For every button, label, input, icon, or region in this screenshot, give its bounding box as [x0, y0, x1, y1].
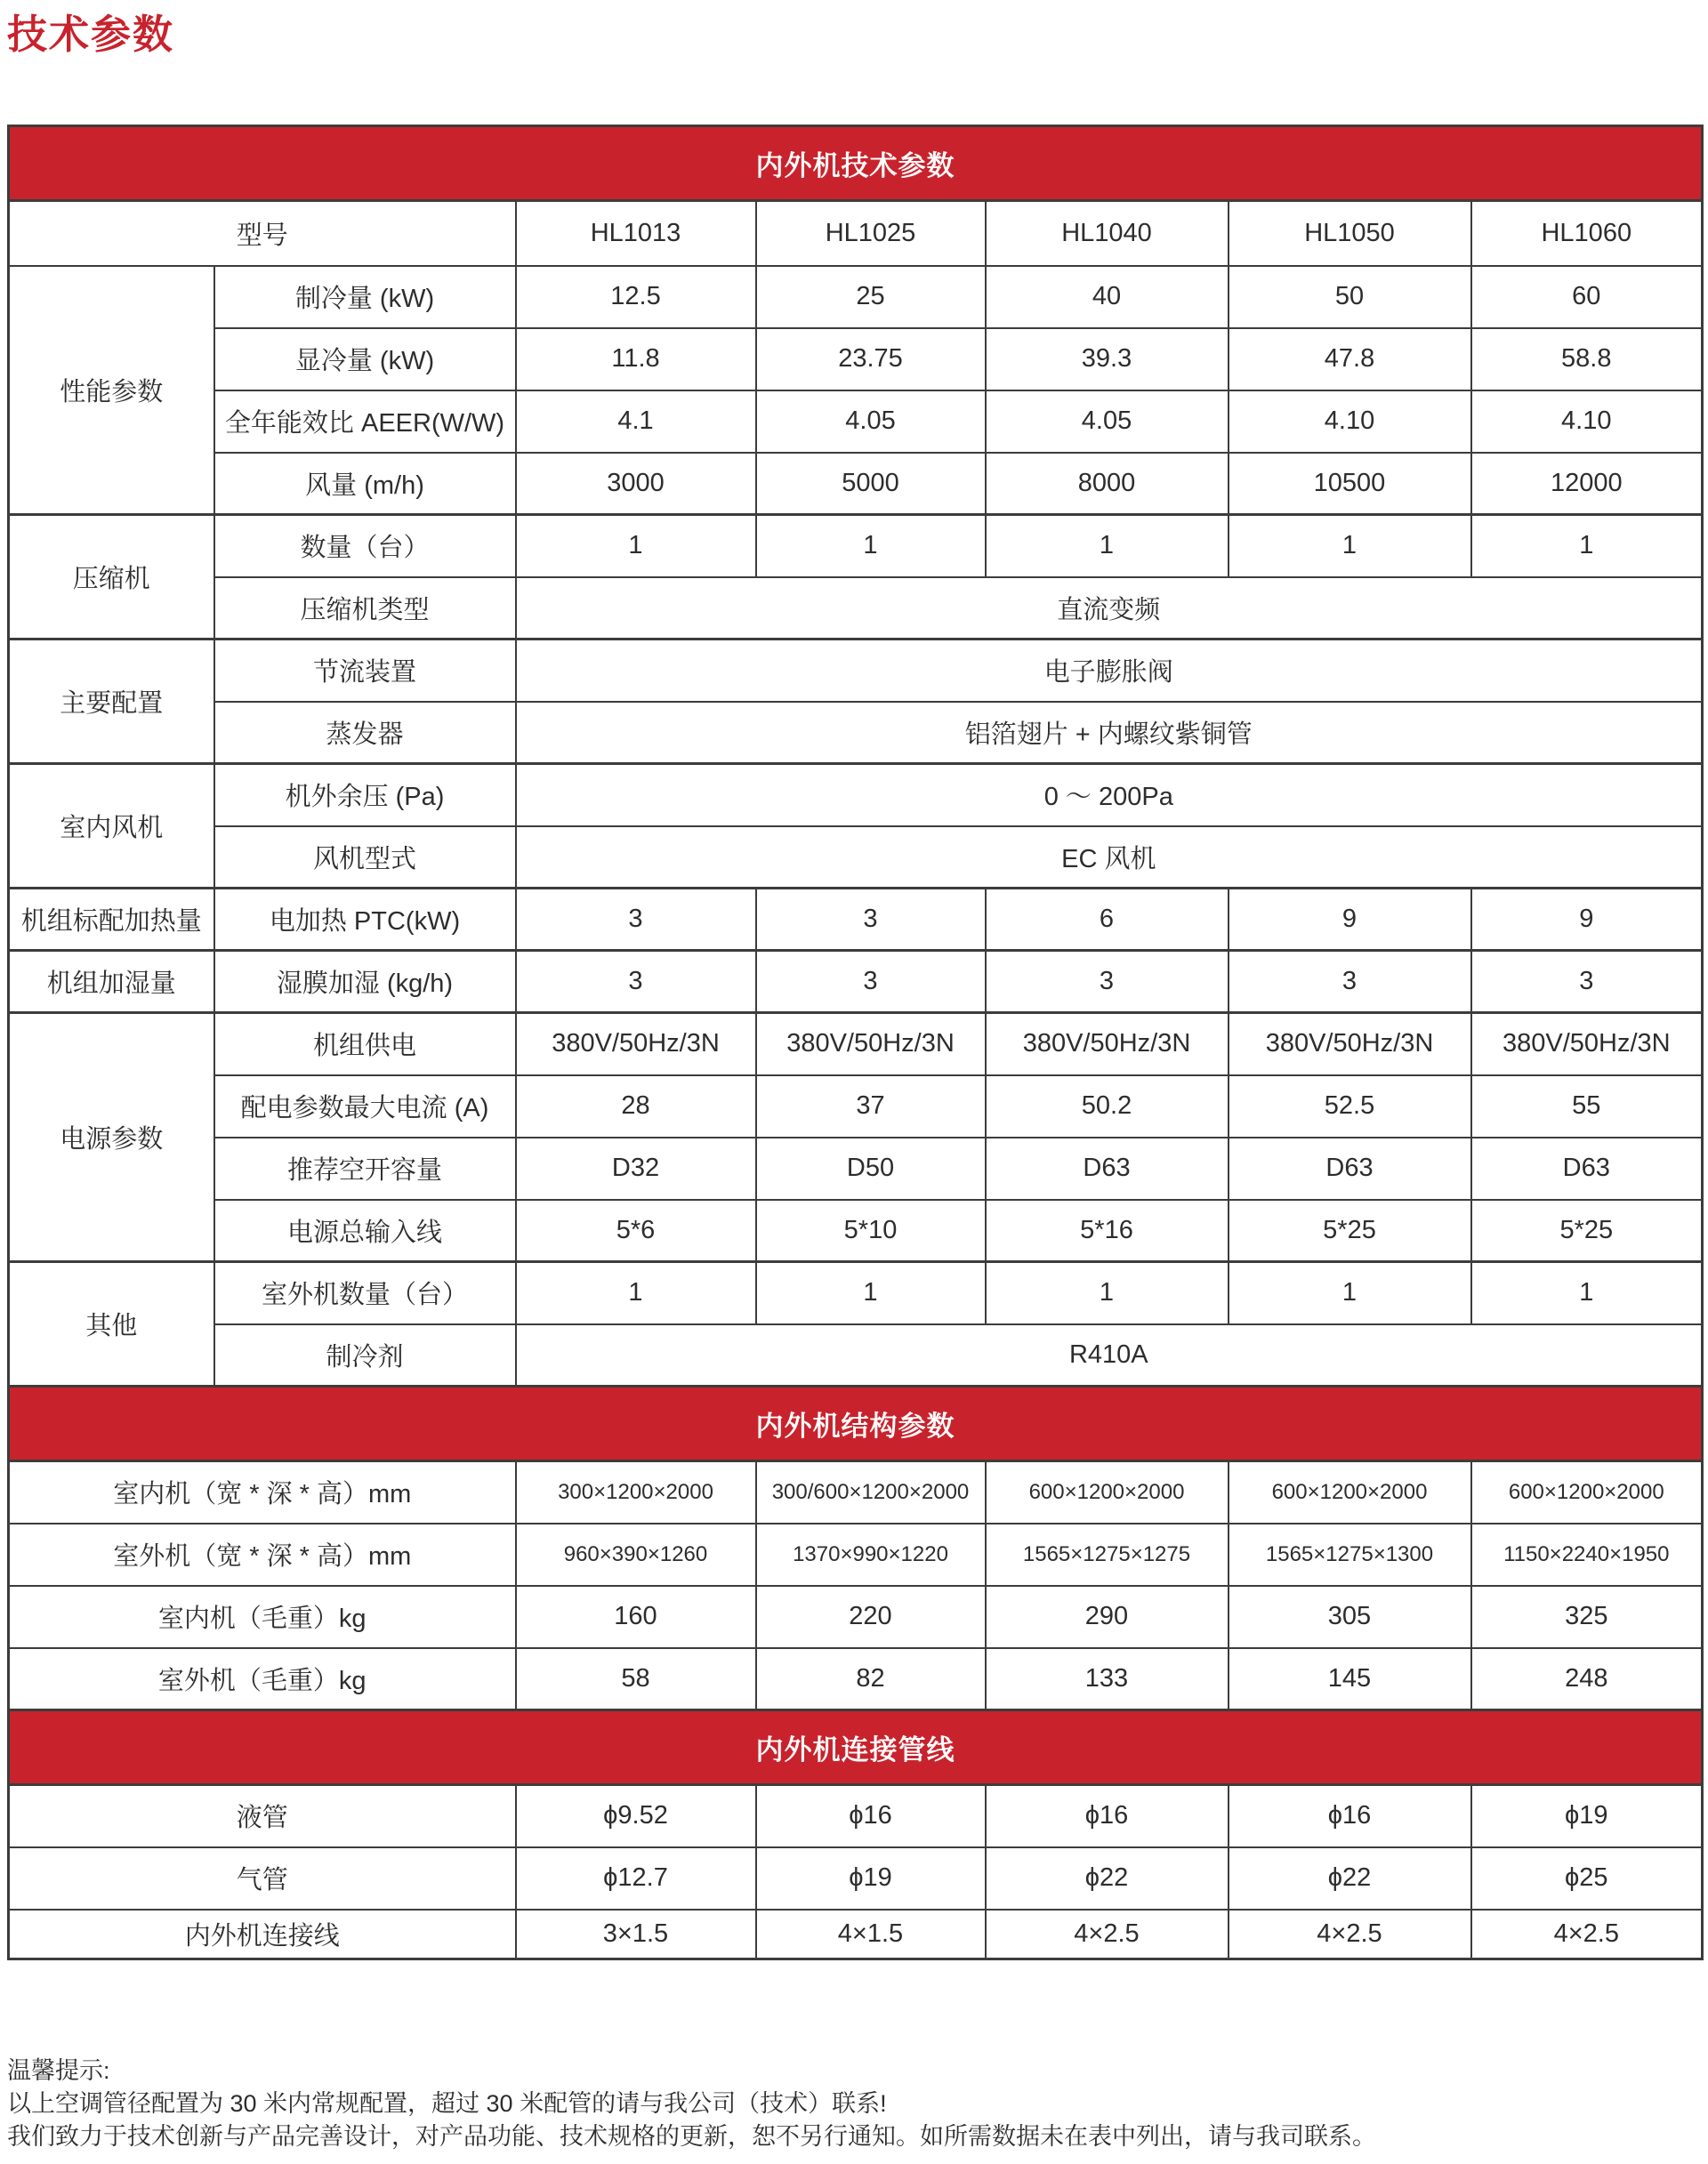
value-cell: 5*25 — [1471, 1200, 1703, 1262]
value-cell: 25 — [756, 266, 986, 328]
merged-value-cell: 电子膨胀阀 — [516, 640, 1703, 702]
param-label-cell: 数量（台） — [214, 515, 516, 577]
value-cell: 4×2.5 — [1229, 1910, 1471, 1959]
value-cell: 9 — [1229, 889, 1471, 951]
value-cell: 325 — [1471, 1586, 1703, 1648]
table-row — [9, 1847, 1703, 1910]
model-header-cell: HL1040 — [986, 201, 1229, 266]
group-cell: 压缩机 — [9, 515, 214, 640]
table-row — [9, 1910, 1703, 1959]
model-header-cell: HL1013 — [516, 201, 756, 266]
footer-line-1: 温馨提示: — [7, 2057, 110, 2084]
param-label-cell: 全年能效比 AEER(W/W) — [214, 390, 516, 453]
section-header-row — [9, 1710, 1703, 1785]
value-cell: 58 — [516, 1648, 756, 1710]
param-label-cell: 气管 — [9, 1847, 516, 1910]
value-cell: 160 — [516, 1586, 756, 1648]
value-cell: 4.10 — [1471, 390, 1703, 453]
value-cell: 39.3 — [986, 328, 1229, 390]
group-cell: 室内风机 — [9, 764, 214, 889]
value-cell: 1 — [1471, 515, 1703, 577]
param-label-cell: 湿膜加湿 (kg/h) — [214, 951, 516, 1013]
table-row — [9, 1200, 1703, 1262]
value-cell: 5000 — [756, 453, 986, 515]
value-cell: ϕ16 — [1229, 1785, 1471, 1847]
param-label-cell: 制冷剂 — [214, 1324, 516, 1387]
param-label-cell: 机外余压 (Pa) — [214, 764, 516, 826]
value-cell: 82 — [756, 1648, 986, 1710]
value-cell: 5*25 — [1229, 1200, 1471, 1262]
value-cell: 145 — [1229, 1648, 1471, 1710]
value-cell: ϕ19 — [756, 1847, 986, 1910]
value-cell: ϕ16 — [756, 1785, 986, 1847]
table-row — [9, 266, 1703, 328]
value-cell: 5*16 — [986, 1200, 1229, 1262]
value-cell: 1 — [516, 1262, 756, 1324]
value-cell: 10500 — [1229, 453, 1471, 515]
value-cell: 1 — [756, 1262, 986, 1324]
value-cell: 50.2 — [986, 1075, 1229, 1138]
value-cell: 1 — [1229, 1262, 1471, 1324]
table-row — [9, 1075, 1703, 1138]
value-cell: 3 — [516, 889, 756, 951]
value-cell: 11.8 — [516, 328, 756, 390]
value-cell: D63 — [1471, 1138, 1703, 1200]
value-cell: 4×2.5 — [986, 1910, 1229, 1959]
value-cell: 52.5 — [1229, 1075, 1471, 1138]
group-cell: 其他 — [9, 1262, 214, 1387]
value-cell: 3 — [756, 951, 986, 1013]
value-cell: ϕ22 — [986, 1847, 1229, 1910]
table-row — [9, 515, 1703, 577]
footer-line-3: 我们致力于技术创新与产品完善设计，对产品功能、技术规格的更新，恕不另行通知。如所需数据未在表中列出，请与我司联系。 — [7, 2123, 1376, 2150]
value-cell: 47.8 — [1229, 328, 1471, 390]
value-cell: 4.1 — [516, 390, 756, 453]
table-row — [9, 1138, 1703, 1200]
table-row — [9, 951, 1703, 1013]
value-cell: 1 — [986, 515, 1229, 577]
section-header-row — [9, 126, 1703, 201]
value-cell: 1565×1275×1300 — [1229, 1524, 1471, 1586]
value-cell: 4×1.5 — [756, 1910, 986, 1959]
value-cell: 133 — [986, 1648, 1229, 1710]
param-label-cell: 液管 — [9, 1785, 516, 1847]
table-row — [9, 1586, 1703, 1648]
value-cell: 37 — [756, 1075, 986, 1138]
value-cell: 1 — [756, 515, 986, 577]
param-label-cell: 机组供电 — [214, 1013, 516, 1075]
value-cell: 4×2.5 — [1471, 1910, 1703, 1959]
value-cell: 4.10 — [1229, 390, 1471, 453]
value-cell: 40 — [986, 266, 1229, 328]
value-cell: 28 — [516, 1075, 756, 1138]
value-cell: 1370×990×1220 — [756, 1524, 986, 1586]
value-cell: D50 — [756, 1138, 986, 1200]
param-label-cell: 电加热 PTC(kW) — [214, 889, 516, 951]
model-header-cell: HL1050 — [1229, 201, 1471, 266]
param-label-cell: 显冷量 (kW) — [214, 328, 516, 390]
value-cell: 12.5 — [516, 266, 756, 328]
param-label-cell: 室内机（毛重）kg — [9, 1586, 516, 1648]
value-cell: 3 — [986, 951, 1229, 1013]
value-cell: D63 — [1229, 1138, 1471, 1200]
value-cell: 55 — [1471, 1075, 1703, 1138]
group-cell: 主要配置 — [9, 640, 214, 764]
value-cell: 300×1200×2000 — [516, 1461, 756, 1524]
value-cell: 3 — [516, 951, 756, 1013]
value-cell: ϕ9.52 — [516, 1785, 756, 1847]
value-cell: 1 — [986, 1262, 1229, 1324]
table-row — [9, 1785, 1703, 1847]
value-cell: 5*10 — [756, 1200, 986, 1262]
param-label-cell: 配电参数最大电流 (A) — [214, 1075, 516, 1138]
value-cell: D63 — [986, 1138, 1229, 1200]
table-row — [9, 390, 1703, 453]
merged-value-cell: R410A — [516, 1324, 1703, 1387]
param-label-cell: 室内机（宽 * 深 * 高）mm — [9, 1461, 516, 1524]
value-cell: 600×1200×2000 — [1471, 1461, 1703, 1524]
value-cell: 8000 — [986, 453, 1229, 515]
value-cell: 58.8 — [1471, 328, 1703, 390]
table-row — [9, 1013, 1703, 1075]
models-label-cell: 型号 — [9, 201, 516, 266]
value-cell: 3 — [756, 889, 986, 951]
value-cell: 1 — [1471, 1262, 1703, 1324]
footer-line-2: 以上空调管径配置为 30 米内常规配置，超过 30 米配管的请与我公司（技术）联系! — [7, 2090, 887, 2117]
table-row — [9, 1324, 1703, 1387]
value-cell: 23.75 — [756, 328, 986, 390]
page-title: 技术参数 — [7, 12, 175, 57]
param-label-cell: 室外机数量（台） — [214, 1262, 516, 1324]
table-row — [9, 453, 1703, 515]
value-cell: ϕ22 — [1229, 1847, 1471, 1910]
value-cell: 12000 — [1471, 453, 1703, 515]
value-cell: 960×390×1260 — [516, 1524, 756, 1586]
group-cell: 性能参数 — [9, 266, 214, 515]
value-cell: 1 — [1229, 515, 1471, 577]
value-cell: 3×1.5 — [516, 1910, 756, 1959]
value-cell: 380V/50Hz/3N — [1229, 1013, 1471, 1075]
table-row — [9, 640, 1703, 702]
table-row — [9, 826, 1703, 889]
value-cell: 5*6 — [516, 1200, 756, 1262]
value-cell: ϕ12.7 — [516, 1847, 756, 1910]
value-cell: 6 — [986, 889, 1229, 951]
param-label-cell: 推荐空开容量 — [214, 1138, 516, 1200]
value-cell: 380V/50Hz/3N — [756, 1013, 986, 1075]
spec-table-wrap — [7, 125, 1701, 1960]
table-row — [9, 889, 1703, 951]
param-label-cell: 节流装置 — [214, 640, 516, 702]
value-cell: D32 — [516, 1138, 756, 1200]
table-row — [9, 328, 1703, 390]
param-label-cell: 室外机（毛重）kg — [9, 1648, 516, 1710]
param-label-cell: 风机型式 — [214, 826, 516, 889]
value-cell: 1 — [516, 515, 756, 577]
value-cell: 4.05 — [986, 390, 1229, 453]
value-cell: 4.05 — [756, 390, 986, 453]
value-cell: 220 — [756, 1586, 986, 1648]
models-row — [9, 201, 1703, 266]
table-row — [9, 764, 1703, 826]
value-cell: ϕ19 — [1471, 1785, 1703, 1847]
value-cell: 1150×2240×1950 — [1471, 1524, 1703, 1586]
merged-value-cell: EC 风机 — [516, 826, 1703, 889]
param-label-cell: 压缩机类型 — [214, 577, 516, 640]
param-label-cell: 风量 (m/h) — [214, 453, 516, 515]
group-cell: 机组加湿量 — [9, 951, 214, 1013]
value-cell: ϕ16 — [986, 1785, 1229, 1847]
value-cell: 380V/50Hz/3N — [1471, 1013, 1703, 1075]
value-cell: 600×1200×2000 — [986, 1461, 1229, 1524]
param-label-cell: 电源总输入线 — [214, 1200, 516, 1262]
section-title: 内外机连接管线 — [9, 1710, 1703, 1785]
model-header-cell: HL1060 — [1471, 201, 1703, 266]
value-cell: 60 — [1471, 266, 1703, 328]
value-cell: 305 — [1229, 1586, 1471, 1648]
section-title: 内外机技术参数 — [9, 126, 1703, 201]
spec-table — [7, 125, 1704, 1960]
merged-value-cell: 0 ～ 200Pa — [516, 764, 1703, 826]
table-row — [9, 1461, 1703, 1524]
value-cell: 3000 — [516, 453, 756, 515]
value-cell: 600×1200×2000 — [1229, 1461, 1471, 1524]
value-cell: 300/600×1200×2000 — [756, 1461, 986, 1524]
footer-note — [7, 2055, 1376, 2153]
param-label-cell: 室外机（宽 * 深 * 高）mm — [9, 1524, 516, 1586]
value-cell: 50 — [1229, 266, 1471, 328]
param-label-cell: 蒸发器 — [214, 702, 516, 764]
value-cell: 248 — [1471, 1648, 1703, 1710]
value-cell: 3 — [1471, 951, 1703, 1013]
section-title: 内外机结构参数 — [9, 1387, 1703, 1461]
group-cell: 机组标配加热量 — [9, 889, 214, 951]
table-row — [9, 1524, 1703, 1586]
table-row — [9, 577, 1703, 640]
value-cell: 9 — [1471, 889, 1703, 951]
group-cell: 电源参数 — [9, 1013, 214, 1262]
section-header-row — [9, 1387, 1703, 1461]
merged-value-cell: 铝箔翅片 + 内螺纹紫铜管 — [516, 702, 1703, 764]
value-cell: 1565×1275×1275 — [986, 1524, 1229, 1586]
table-row — [9, 702, 1703, 764]
model-header-cell: HL1025 — [756, 201, 986, 266]
param-label-cell: 制冷量 (kW) — [214, 266, 516, 328]
value-cell: 380V/50Hz/3N — [986, 1013, 1229, 1075]
value-cell: 380V/50Hz/3N — [516, 1013, 756, 1075]
value-cell: 3 — [1229, 951, 1471, 1013]
param-label-cell: 内外机连接线 — [9, 1910, 516, 1959]
table-row — [9, 1262, 1703, 1324]
merged-value-cell: 直流变频 — [516, 577, 1703, 640]
value-cell: ϕ25 — [1471, 1847, 1703, 1910]
table-row — [9, 1648, 1703, 1710]
value-cell: 290 — [986, 1586, 1229, 1648]
